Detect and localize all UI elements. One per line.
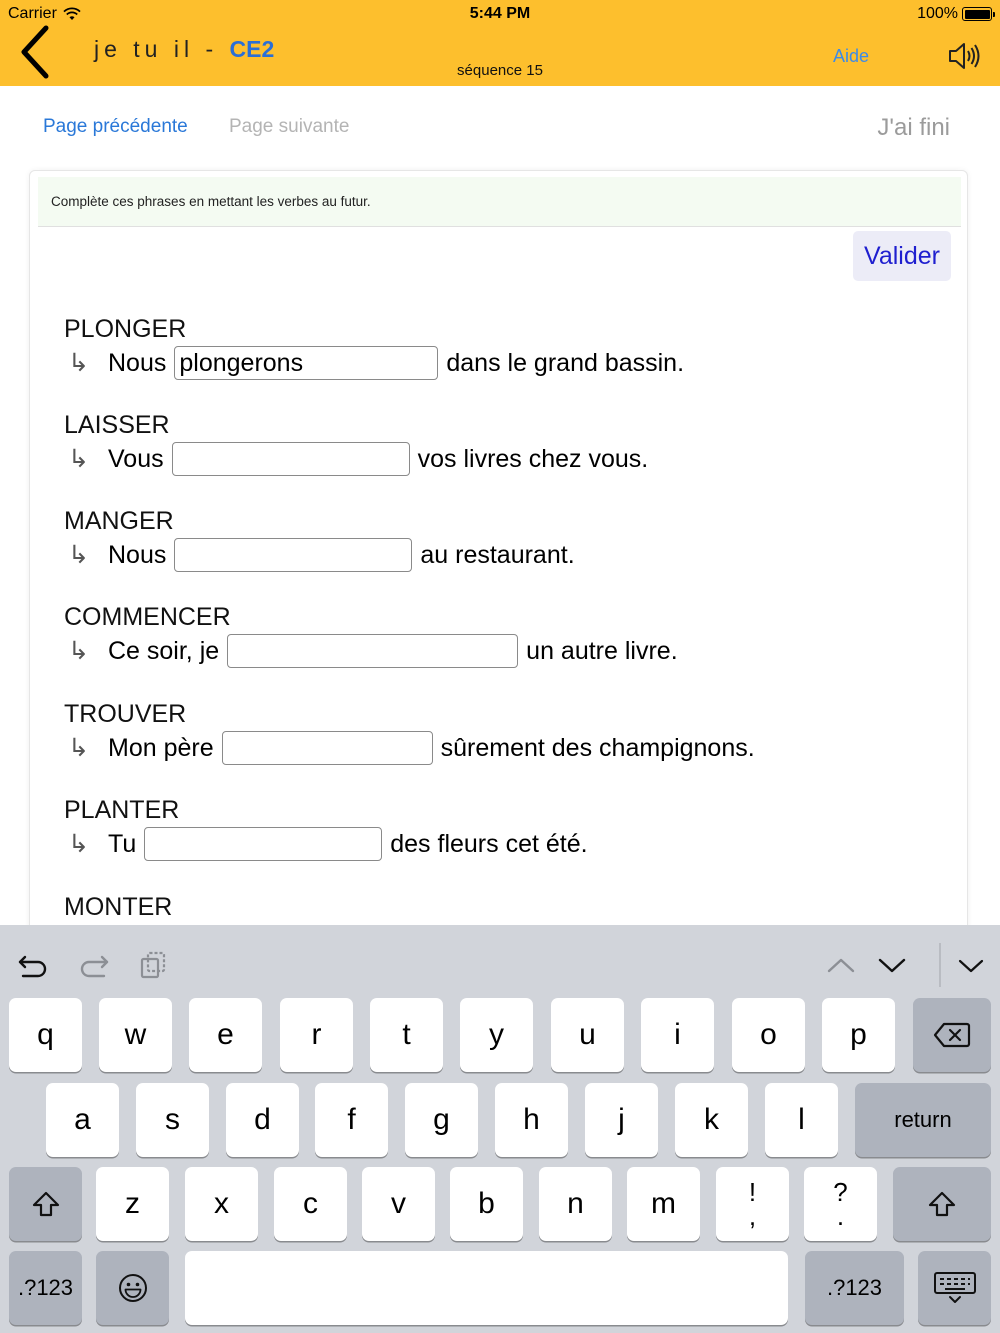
- key-v[interactable]: v: [362, 1167, 435, 1241]
- arrow-icon: ↳: [68, 734, 89, 762]
- sentence-row: [64, 345, 684, 381]
- answer-input[interactable]: [174, 346, 438, 380]
- key-s[interactable]: s: [136, 1083, 209, 1157]
- space-bar[interactable]: [185, 1251, 788, 1325]
- key-q[interactable]: q: [9, 998, 82, 1072]
- redo-icon[interactable]: [76, 947, 112, 983]
- status-battery: [917, 5, 992, 23]
- key-f[interactable]: f: [315, 1083, 388, 1157]
- key-z[interactable]: z: [96, 1167, 169, 1241]
- previous-page-link[interactable]: Page précédente: [43, 116, 188, 137]
- exercise-item: [64, 601, 678, 669]
- sentence-start: Vous: [108, 444, 164, 473]
- sentence-row: [64, 537, 575, 573]
- key-g[interactable]: g: [405, 1083, 478, 1157]
- key-exclamation-comma[interactable]: [716, 1167, 789, 1241]
- key-y[interactable]: y: [460, 998, 533, 1072]
- key-n[interactable]: n: [539, 1167, 612, 1241]
- exercise-item: [64, 794, 588, 862]
- arrow-icon: ↳: [68, 830, 89, 858]
- arrow-icon: ↳: [68, 637, 89, 665]
- answer-input[interactable]: [172, 442, 410, 476]
- undo-icon[interactable]: [15, 947, 51, 983]
- emoji-key[interactable]: [96, 1251, 169, 1325]
- key-bottom-char: .: [836, 1201, 845, 1231]
- sentence-row: [64, 826, 588, 862]
- key-j[interactable]: j: [585, 1083, 658, 1157]
- paste-icon[interactable]: [136, 947, 172, 983]
- key-w[interactable]: w: [99, 998, 172, 1072]
- shift-key-left[interactable]: [9, 1167, 82, 1241]
- speaker-icon[interactable]: [946, 40, 982, 72]
- previous-field-icon[interactable]: [823, 947, 859, 983]
- toolbar-divider: [939, 943, 941, 987]
- emoji-icon: [117, 1272, 149, 1304]
- verb-label: PLONGER: [64, 315, 187, 343]
- shift-key-right[interactable]: [893, 1167, 991, 1241]
- dismiss-keyboard-key[interactable]: [918, 1251, 991, 1325]
- answer-input[interactable]: [174, 538, 412, 572]
- sentence-end: au restaurant.: [420, 540, 575, 569]
- exercise-item: [64, 891, 172, 923]
- key-u[interactable]: u: [551, 998, 624, 1072]
- arrow-icon: ↳: [68, 541, 89, 569]
- next-field-icon[interactable]: [874, 947, 910, 983]
- arrow-icon: ↳: [68, 445, 89, 473]
- numbers-key-right[interactable]: .?123: [805, 1251, 904, 1325]
- verb-label: TROUVER: [64, 700, 187, 728]
- next-page-link[interactable]: Page suivante: [229, 116, 350, 137]
- instruction-text: Complète ces phrases en mettant les verbes au futur.: [38, 177, 961, 227]
- sequence-label: séquence 15: [457, 62, 543, 79]
- answer-input[interactable]: [227, 634, 518, 668]
- sentence-start: Nous: [108, 540, 167, 569]
- on-screen-keyboard: [0, 925, 1000, 1333]
- finish-button[interactable]: J'ai fini: [877, 114, 950, 141]
- status-time: 5:44 PM: [469, 5, 531, 22]
- return-key[interactable]: return: [855, 1083, 991, 1157]
- shift-icon: [927, 1189, 957, 1219]
- numbers-key-left[interactable]: .?123: [9, 1251, 82, 1325]
- sentence-start: Tu: [108, 829, 137, 858]
- verb-label: MANGER: [64, 507, 174, 535]
- key-t[interactable]: t: [370, 998, 443, 1072]
- battery-icon: [962, 7, 992, 21]
- exercise-item: [64, 505, 575, 573]
- backspace-icon: [932, 1021, 972, 1049]
- key-top-char: ?: [833, 1177, 848, 1207]
- sentence-end: dans le grand bassin.: [446, 348, 685, 377]
- key-question-period[interactable]: [804, 1167, 877, 1241]
- app-title: [94, 36, 274, 63]
- verb-label: MONTER: [64, 893, 173, 921]
- exercise-item: [64, 698, 755, 766]
- key-bottom-char: ,: [748, 1201, 757, 1231]
- sentence-start: Nous: [108, 348, 167, 377]
- key-o[interactable]: o: [732, 998, 805, 1072]
- key-b[interactable]: b: [450, 1167, 523, 1241]
- sentence-end: des fleurs cet été.: [390, 829, 588, 858]
- key-r[interactable]: r: [280, 998, 353, 1072]
- answer-input[interactable]: [144, 827, 382, 861]
- exercise-item: [64, 313, 684, 381]
- sentence-start: Mon père: [108, 733, 214, 762]
- key-e[interactable]: e: [189, 998, 262, 1072]
- carrier-label: Carrier: [8, 5, 57, 22]
- verb-label: PLANTER: [64, 796, 180, 824]
- key-k[interactable]: k: [675, 1083, 748, 1157]
- sentence-start: Ce soir, je: [108, 636, 220, 665]
- sentence-row: [64, 633, 678, 669]
- key-top-char: !: [748, 1177, 757, 1207]
- answer-input[interactable]: [222, 731, 433, 765]
- keyboard-dismiss-icon: [933, 1271, 977, 1305]
- sentence-row: [64, 730, 755, 766]
- key-l[interactable]: l: [765, 1083, 838, 1157]
- key-x[interactable]: x: [185, 1167, 258, 1241]
- key-c[interactable]: c: [274, 1167, 347, 1241]
- sentence-end: un autre livre.: [526, 636, 678, 665]
- delete-key[interactable]: [913, 998, 991, 1072]
- app-header: [0, 0, 1000, 86]
- shift-icon: [31, 1189, 61, 1219]
- key-i[interactable]: i: [641, 998, 714, 1072]
- key-m[interactable]: m: [627, 1167, 700, 1241]
- exercise-item: [64, 409, 648, 477]
- verb-label: COMMENCER: [64, 603, 231, 631]
- validate-button[interactable]: Valider: [853, 231, 951, 281]
- help-button[interactable]: Aide: [833, 46, 870, 66]
- key-h[interactable]: h: [495, 1083, 568, 1157]
- sentence-end: vos livres chez vous.: [417, 444, 649, 473]
- key-p[interactable]: p: [822, 998, 895, 1072]
- keyboard-toolbar: [0, 925, 1000, 995]
- sentence-end: sûrement des champignons.: [440, 733, 755, 762]
- sentence-row: [64, 441, 648, 477]
- hide-keyboard-chevron-icon[interactable]: [953, 947, 989, 983]
- battery-percent: 100%: [917, 5, 958, 22]
- app-title-words: je tu il -: [94, 36, 219, 62]
- app-title-level: CE2: [229, 36, 275, 62]
- key-d[interactable]: d: [226, 1083, 299, 1157]
- verb-label: LAISSER: [64, 411, 170, 439]
- key-a[interactable]: a: [46, 1083, 119, 1157]
- arrow-icon: ↳: [68, 349, 89, 377]
